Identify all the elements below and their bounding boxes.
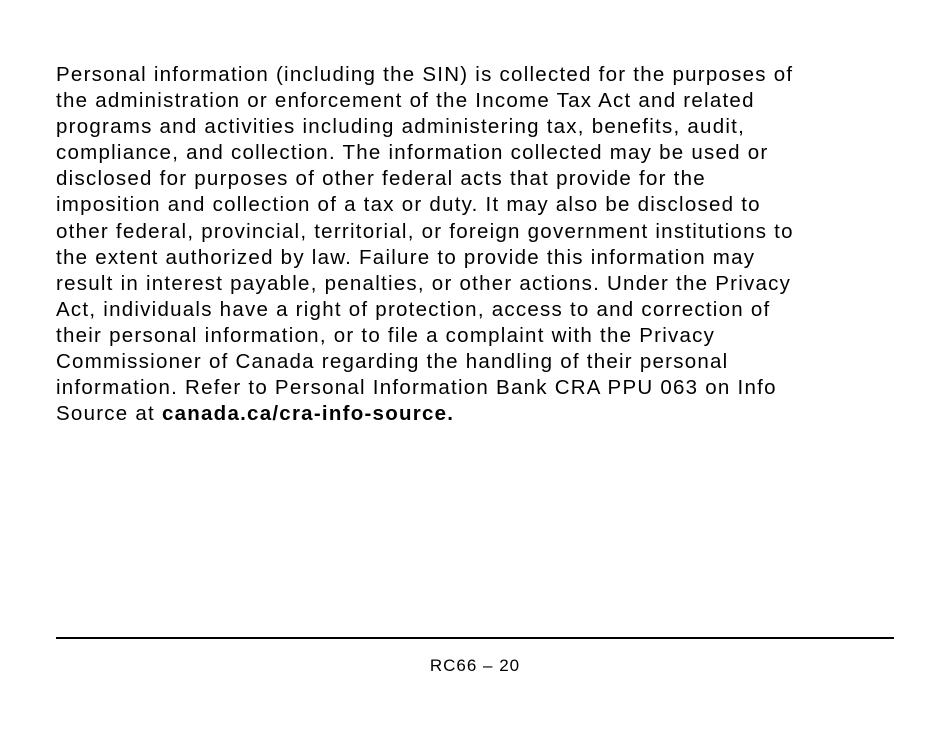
- privacy-notice-line: the extent authorized by law. Failure to provide this information may: [56, 245, 756, 269]
- privacy-notice-line: other federal, provincial, territorial, or foreign government institutions to: [56, 219, 794, 243]
- privacy-notice-source-prefix: Source at: [56, 402, 162, 426]
- privacy-notice-line: programs and activities including administering tax, benefits, audit,: [56, 115, 746, 139]
- privacy-notice-line: information. Refer to Personal Information Bank CRA PPU 063 on Info: [56, 376, 777, 400]
- privacy-notice-line: disclosed for purposes of other federal acts that provide for the: [56, 167, 706, 191]
- footer-divider: [56, 637, 894, 639]
- privacy-notice-line: imposition and collection of a tax or duty. It may also be disclosed to: [56, 193, 761, 217]
- privacy-notice-line: their personal information, or to file a complaint with the Privacy: [56, 323, 716, 347]
- privacy-notice-line: Act, individuals have a right of protection, access to and correction of: [56, 297, 771, 321]
- privacy-notice-line: result in interest payable, penalties, or other actions. Under the Privacy: [56, 271, 792, 295]
- page-number: RC66 – 20: [429, 656, 521, 675]
- privacy-notice-line: compliance, and collection. The information collected may be used or: [56, 141, 769, 165]
- privacy-notice-last-line: [56, 401, 896, 427]
- privacy-notice-line: Commissioner of Canada regarding the handling of their personal: [56, 350, 729, 374]
- privacy-notice-line: the administration or enforcement of the Income Tax Act and related: [56, 89, 755, 113]
- privacy-notice: [56, 62, 896, 427]
- privacy-notice-line: Personal information (including the SIN) is collected for the purposes of: [56, 63, 794, 86]
- info-source-link[interactable]: canada.ca/cra-info-source.: [161, 402, 455, 426]
